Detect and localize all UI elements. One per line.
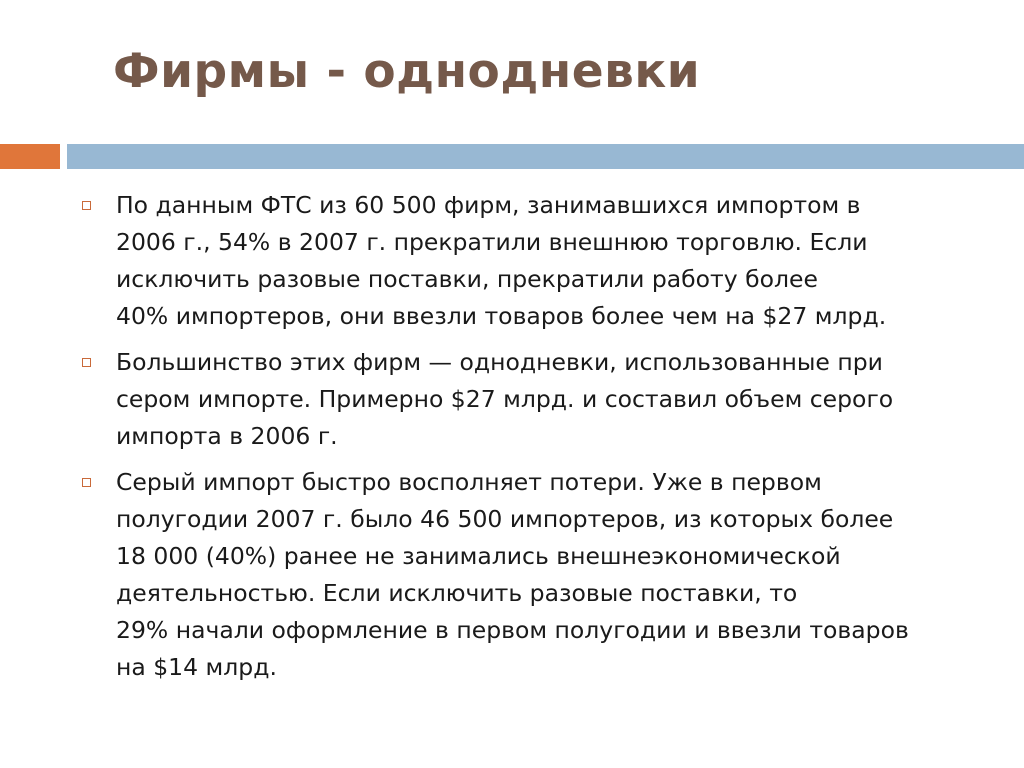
header-band — [67, 144, 1024, 169]
bullet-item — [78, 344, 978, 455]
accent-band — [0, 144, 60, 169]
text-line: импорта в 2006 г. — [116, 422, 338, 450]
text-line: По данным ФТС из 60 500 фирм, занимавшихся импортом в — [116, 191, 861, 219]
bullet-item — [78, 464, 978, 686]
bullet-item — [78, 187, 978, 335]
text-line: на $14 млрд. — [116, 653, 277, 681]
text-line: полугодии 2007 г. было 46 500 импортеров, из которых более — [116, 505, 894, 533]
text-line: деятельностью. Если исключить разовые поставки, то — [116, 579, 798, 607]
text-line: Серый импорт быстро восполняет потери. Уже в первом — [116, 468, 822, 496]
slide-title: Фирмы - однодневки — [113, 44, 701, 99]
bullet-text — [116, 344, 978, 455]
text-line: исключить разовые поставки, прекратили работу более — [116, 265, 818, 293]
text-line: 29% начали оформление в первом полугодии и ввезли товаров — [116, 616, 909, 644]
text-line: 40% импортеров, они ввезли товаров более чем на $27 млрд. — [116, 302, 887, 330]
square-bullet-icon — [82, 478, 91, 487]
text-line: 18 000 (40%) ранее не занимались внешнеэкономической — [116, 542, 841, 570]
bullet-list — [78, 187, 978, 695]
bullet-text — [116, 464, 978, 686]
square-bullet-icon — [82, 358, 91, 367]
text-line: 2006 г., 54% в 2007 г. прекратили внешнюю торговлю. Если — [116, 228, 868, 256]
text-line: сером импорте. Примерно $27 млрд. и составил объем серого — [116, 385, 894, 413]
bullet-text — [116, 187, 978, 335]
text-line: Большинство этих фирм — однодневки, использованные при — [116, 348, 883, 376]
square-bullet-icon — [82, 201, 91, 210]
